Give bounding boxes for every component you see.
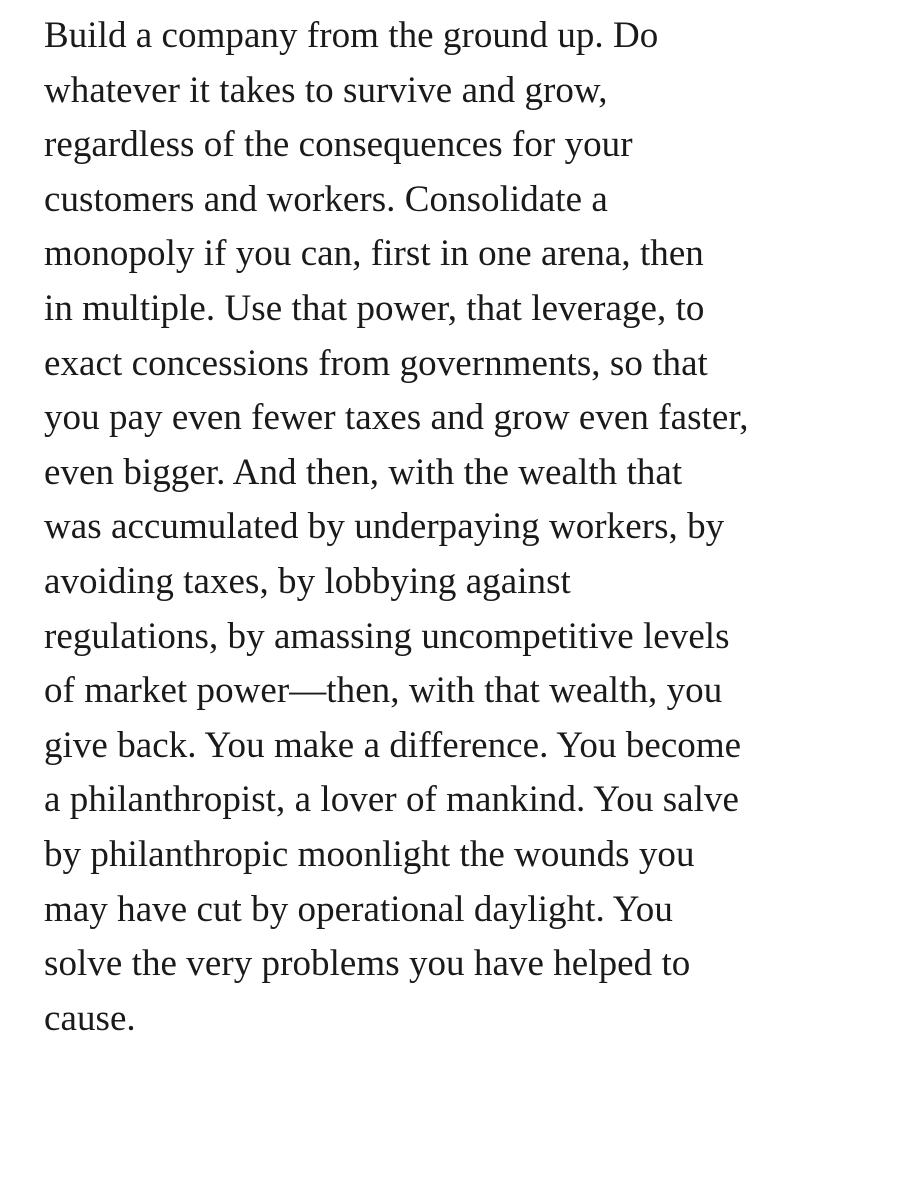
paragraph-line: regulations, by amassing uncompetitive levels	[44, 615, 730, 657]
paragraph-line: even bigger. And then, with the wealth that	[44, 451, 683, 493]
paragraph-line: a philanthropist, a lover of mankind. You salve	[44, 779, 739, 821]
paragraph-line: customers and workers. Consolidate a	[44, 178, 608, 220]
paragraph-line: whatever it takes to survive and grow,	[44, 69, 608, 111]
paragraph-line: you pay even fewer taxes and grow even faster,	[44, 397, 749, 439]
paragraph-line: was accumulated by underpaying workers, by	[44, 506, 725, 548]
paragraph-line: Build a company from the ground up. Do	[44, 15, 659, 56]
paragraph-line: avoiding taxes, by lobbying against	[44, 560, 571, 602]
paragraph-line: monopoly if you can, first in one arena, then	[44, 233, 704, 275]
paragraph-line: solve the very problems you have helped to	[44, 943, 691, 985]
paragraph	[44, 9, 904, 1046]
paragraph-line: regardless of the consequences for your	[44, 124, 633, 166]
paragraph-line: by philanthropic moonlight the wounds you	[44, 833, 695, 875]
paragraph-line: of market power—then, with that wealth, you	[44, 670, 723, 712]
paragraph-line: exact concessions from governments, so that	[44, 342, 708, 384]
paragraph-line: cause.	[44, 997, 136, 1039]
paragraph-line: may have cut by operational daylight. You	[44, 888, 673, 930]
paragraph-line: in multiple. Use that power, that leverage, to	[44, 287, 705, 329]
paragraph-line: give back. You make a difference. You become	[44, 724, 742, 766]
